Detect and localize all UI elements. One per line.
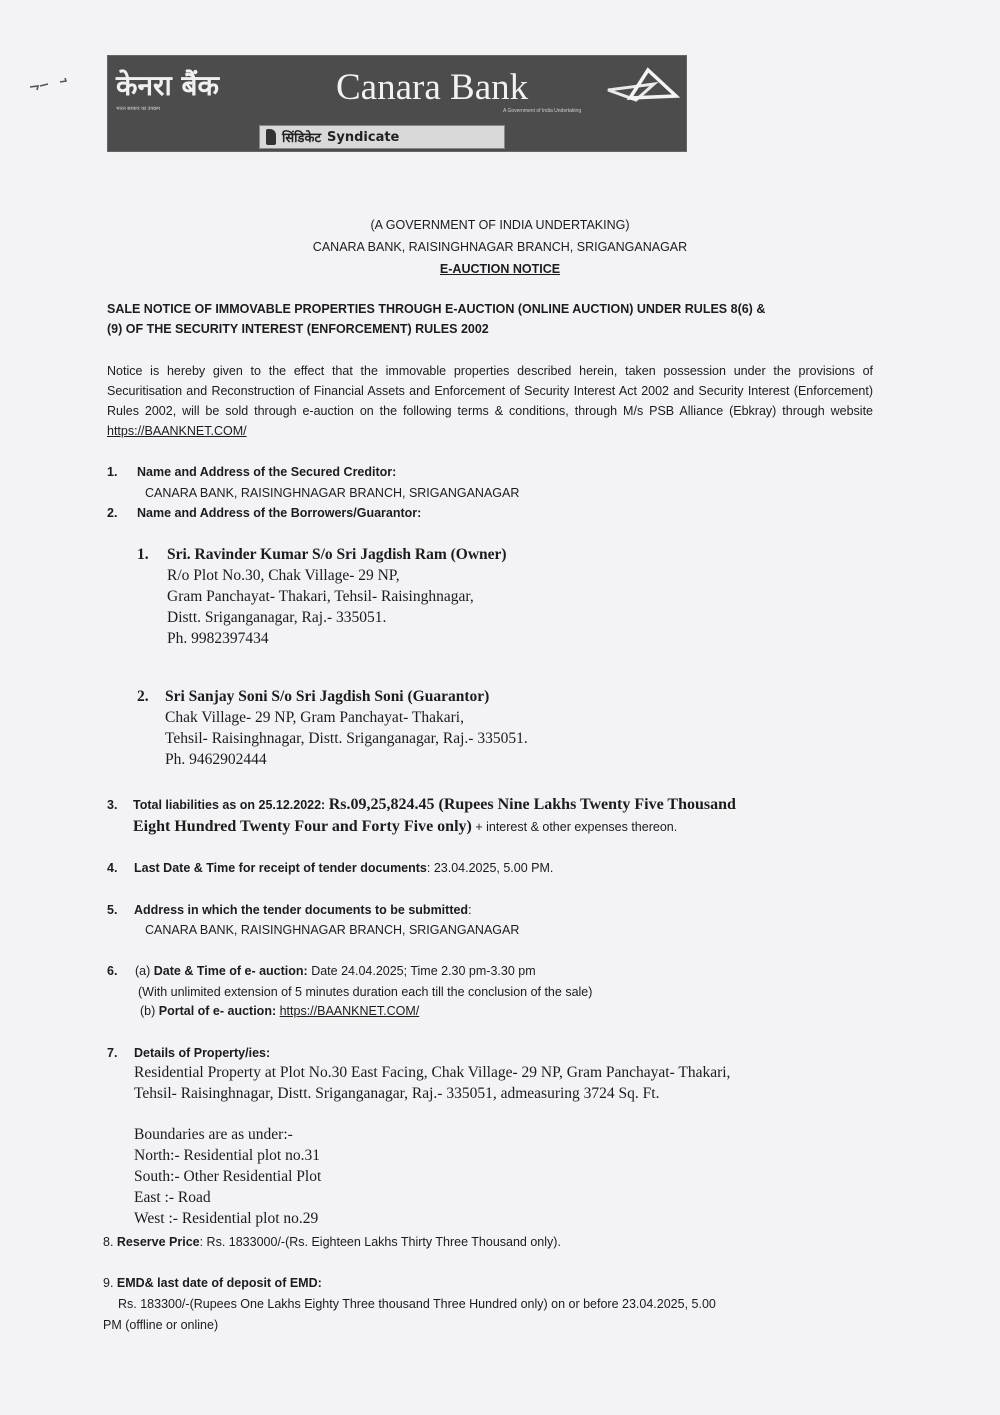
borrower2-name: Sri Sanjay Soni S/o Sri Jagdish Soni (Guarantor) [165, 688, 490, 705]
branch-line: CANARA BANK, RAISINGHNAGAR BRANCH, SRIGANGANAGAR [312, 240, 688, 254]
handwritten-mark-icon [28, 78, 72, 94]
syndicate-english: Syndicate [327, 129, 400, 145]
borrower1-address-1: R/o Plot No.30, Chak Village- 29 NP, [167, 567, 400, 584]
item5-line [134, 903, 472, 917]
property-details-1: Residential Property at Plot No.30 East Facing, Chak Village- 29 NP, Gram Panchayat- Thakari, [134, 1064, 731, 1081]
item3-line1 [133, 796, 736, 814]
canara-triangle-logo-icon [602, 66, 682, 106]
auction-extension-note: (With unlimited extension of 5 minutes duration each till the conclusion of the sale) [138, 985, 593, 999]
borrower2-phone: Ph. 9462902444 [165, 751, 267, 768]
item1-number: 1. [107, 465, 118, 479]
item6b-label: Portal of e- auction: [158, 1004, 277, 1018]
boundary-north: North:- Residential plot no.31 [134, 1147, 320, 1164]
item2-label: Name and Address of the Borrowers/Guarantor: [137, 506, 422, 520]
english-bank-name: Canara Bank [336, 67, 529, 108]
emd-details-1: Rs. 183300/-(Rupees One Lakhs Eighty Three thousand Three Hundred only) on or before 23.04.2025, 5.00 [118, 1297, 716, 1311]
property-details-2: Tehsil- Raisinghnagar, Distt. Sriganganagar, Raj.- 335051, admeasuring 3724 Sq. Ft. [134, 1085, 660, 1102]
item2-number: 2. [107, 506, 118, 520]
borrower1-address-3: Distt. Sriganganagar, Raj.- 335051. [167, 609, 387, 626]
borrower1-phone: Ph. 9982397434 [167, 630, 269, 647]
item5-label: Address in which the tender documents to be submitted [134, 903, 469, 917]
liability-amount-1: Rs.09,25,824.45 (Rupees Nine Lakhs Twenty Five Thousand [328, 796, 736, 813]
notice-title: E-AUCTION NOTICE [439, 262, 561, 276]
item3-number: 3. [107, 798, 118, 812]
secured-creditor: CANARA BANK, RAISINGHNAGAR BRANCH, SRIGANGANAGAR [145, 486, 520, 500]
item6a-label: Date & Time of e- auction: [153, 964, 308, 978]
item6b-prefix: (b) [140, 1004, 159, 1018]
item6a-prefix: (a) [135, 964, 154, 978]
item9-heading [103, 1276, 322, 1290]
boundary-east: East :- Road [134, 1189, 211, 1206]
auction-portal-link[interactable]: https://BAANKNET.COM/ [279, 1004, 420, 1018]
hindi-bank-name: केनरा बैंक [116, 69, 219, 102]
borrower2-number: 2. [137, 688, 149, 705]
item4-line [134, 861, 553, 875]
item8-number: 8. [103, 1235, 117, 1249]
item5-colon: : [468, 903, 472, 917]
item8-label: Reserve Price [116, 1235, 200, 1249]
intro-paragraph [107, 361, 873, 441]
syndicate-badge [259, 125, 505, 149]
boundaries-heading: Boundaries are as under:- [134, 1126, 293, 1143]
hindi-tagline: भारत सरकार का उपक्रम [116, 106, 161, 112]
liability-amount-2: Eight Hundred Twenty Four and Forty Five only) [133, 818, 472, 835]
borrower2-address-2: Tehsil- Raisinghnagar, Distt. Sriganganagar, Raj.- 335051. [165, 730, 528, 747]
item1-label: Name and Address of the Secured Creditor: [137, 465, 397, 479]
english-tagline: A Government of India Undertaking [503, 108, 582, 114]
syndicate-hindi: सिंडिकेट [282, 131, 322, 146]
syndicate-logo-icon [266, 129, 276, 145]
bank-letterhead [107, 55, 687, 152]
item4-label: Last Date & Time for receipt of tender documents [134, 861, 427, 875]
item6b-line [140, 1004, 419, 1018]
item3-label: Total liabilities as on 25.12.2022: [133, 798, 326, 812]
tender-submission-address: CANARA BANK, RAISINGHNAGAR BRANCH, SRIGANGANAGAR [145, 923, 520, 937]
intro-text: Notice is hereby given to the effect that the immovable properties described herein, taken possession under the provisions of Securitisation and Reconstruction of Financial Assets and Enforcement of Security Interest Act 2002 and Security Interest (Enforcement) Rules 2002, will be sold through e-auction on the following terms & conditions, through M/s PSB Alliance (Ebkray) through website [107, 364, 873, 418]
item9-label: EMD& last date of deposit of EMD: [116, 1276, 322, 1290]
tender-deadline: : 23.04.2025, 5.00 PM. [426, 861, 554, 875]
item6a-line [135, 964, 536, 978]
item8-line [103, 1235, 561, 1249]
item7-number: 7. [107, 1046, 118, 1060]
borrower1-name: Sri. Ravinder Kumar S/o Sri Jagdish Ram (Owner) [167, 546, 507, 563]
item5-number: 5. [107, 903, 118, 917]
item3-line2 [133, 818, 677, 836]
sale-notice-heading-2: (9) OF THE SECURITY INTEREST (ENFORCEMENT) RULES 2002 [107, 322, 489, 336]
boundary-south: South:- Other Residential Plot [134, 1168, 322, 1185]
reserve-price: : Rs. 1833000/-(Rs. Eighteen Lakhs Thirty Three Thousand only). [199, 1235, 561, 1249]
baanknet-link[interactable]: https://BAANKNET.COM/ [107, 424, 247, 438]
item7-label: Details of Property/ies: [134, 1046, 271, 1060]
govt-undertaking-line: (A GOVERNMENT OF INDIA UNDERTAKING) [370, 218, 630, 232]
borrower1-number: 1. [137, 546, 149, 563]
liability-suffix: + interest & other expenses thereon. [471, 820, 678, 834]
sale-notice-heading-1: SALE NOTICE OF IMMOVABLE PROPERTIES THROUGH E-AUCTION (ONLINE AUCTION) UNDER RULES 8(6) & [107, 302, 766, 316]
item9-number: 9. [103, 1276, 117, 1290]
auction-datetime: Date 24.04.2025; Time 2.30 pm-3.30 pm [307, 964, 536, 978]
borrower1-address-2: Gram Panchayat- Thakari, Tehsil- Raisinghnagar, [167, 588, 474, 605]
borrower2-address-1: Chak Village- 29 NP, Gram Panchayat- Thakari, [165, 709, 464, 726]
item6-number: 6. [107, 964, 118, 978]
emd-details-2: PM (offline or online) [103, 1318, 219, 1332]
item4-number: 4. [107, 861, 118, 875]
boundary-west: West :- Residential plot no.29 [134, 1210, 319, 1227]
